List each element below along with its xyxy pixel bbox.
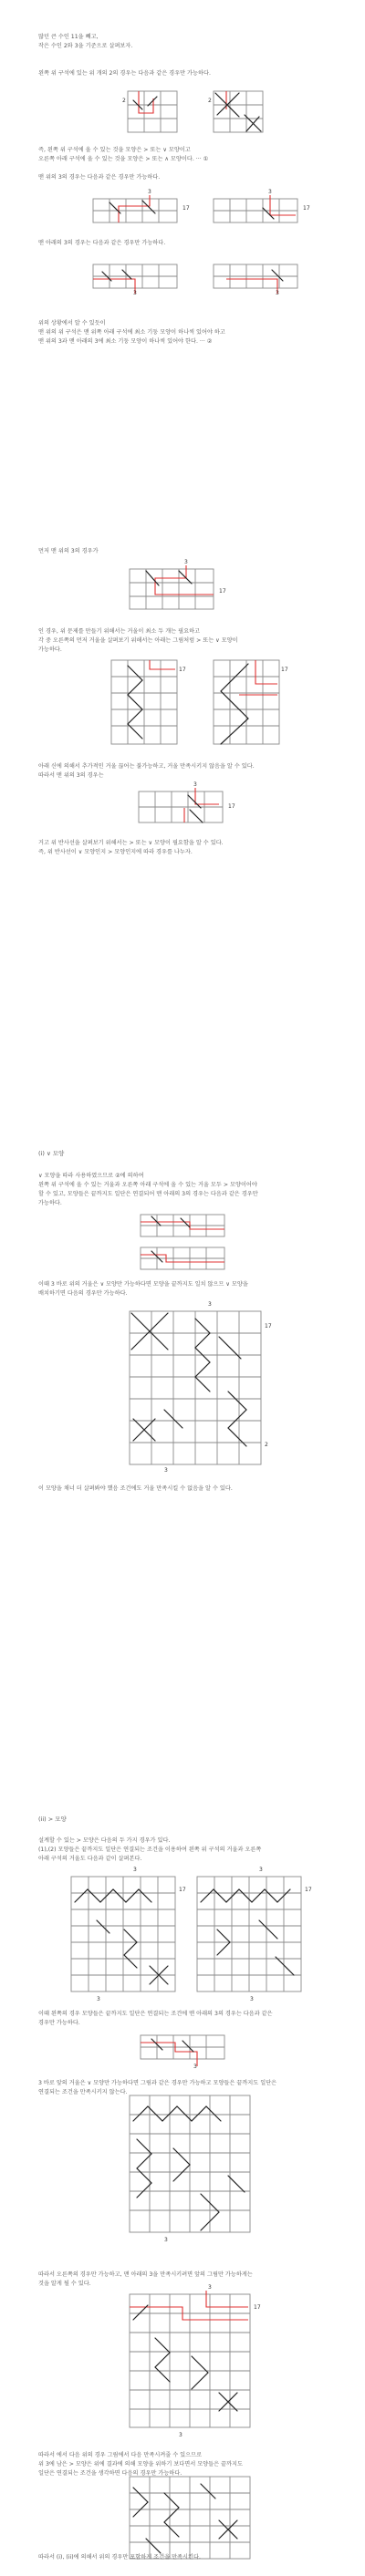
text-block-10: 거고 위 반사선을 살펴보기 위해서는 > 또는 ∨ 모양이 필요함을 알 수 있다. 즉, 위 반사선이 ∨ 모양인지 > 모양인지에 따라 경우를 나누자.	[38, 840, 224, 855]
svg-text:17: 17	[281, 667, 288, 673]
v-shape-figure-a	[139, 1213, 239, 1240]
v-shape-figure-b	[139, 1246, 239, 1273]
svg-text:3: 3	[208, 1301, 212, 1308]
svg-text:2: 2	[265, 1442, 268, 1448]
v-shape-large-grid	[128, 1300, 274, 1474]
top-three-case-figure	[128, 558, 228, 613]
text-block-2: 왼쪽 위 구석에 있는 위 개의 2의 경우는 다음과 같은 경우만 가능하다.	[38, 70, 211, 77]
gt-shape-grid-right	[195, 1866, 314, 2002]
text-block-6: 위의 상황에서 알 수 있듯이 맨 위의 위 구석은 맨 위쪽 아래 구석에 최소 기둥 모양이 하나씩 있어야 하고 맨 위의 3과 맨 아래의 3에 최소 기둥 모양이 하나씩 있어야 한다. ··· ②	[38, 320, 225, 345]
text-block-5: 맨 아래의 3의 경우는 다음과 같은 경우만 가능하다.	[38, 240, 166, 246]
text-block-15: 이때 왼쪽의 경우 모양들은 끝까지도 일단은 연결되는 조건에 맨 아래의 3의 경우는 다음과 같은 경우만 가능하다.	[38, 2011, 273, 2026]
mirror-case-figure-left	[110, 658, 186, 750]
svg-text:3: 3	[268, 189, 272, 195]
svg-text:17: 17	[179, 1887, 186, 1893]
text-block-9: 아래 신에 의해서 추가적인 거울 끊어는 불가능하고, 거울 만족시키지 않음을 알 수 있다. 따라서 맨 위의 3의 경우는	[38, 763, 255, 779]
text-block-3: 즉, 왼쪽 위 구석에 올 수 있는 것을 모양은 > 또는 ∨ 모양이고 오른쪽 아래 구석에 올 수 있는 것을 모양은 > 또는 ∧ 모양이다. ··· ①	[38, 147, 209, 162]
svg-text:3: 3	[184, 559, 188, 565]
text-block-16: 3 바로 앞의 거울은 ∨ 모양만 가능하다면 그림과 같은 경우만 가능하고 모양들은 끝까지도 일단은 연결되는 조건을 만족시키지 않는다.	[38, 2080, 277, 2095]
text-block-1: 많던 큰 수인 11을 빼고, 작은 수인 2와 3을 기준으로 살펴보자.	[38, 34, 133, 49]
top-three-figure-third	[137, 781, 237, 826]
svg-text:3: 3	[193, 2064, 197, 2070]
gt-shape-row-figure	[139, 2033, 239, 2070]
svg-text:17: 17	[228, 803, 235, 810]
svg-text:17: 17	[179, 667, 186, 673]
section-heading-v: (i) ∨ 모양	[38, 1150, 65, 1157]
text-block-12: 이때 3 바로 위의 거울은 ∨ 모양만 가능하다면 모양을 끝까지도 일치 않으므 ∨ 모양을 배치하기면 다음의 경우만 가능하다.	[38, 1281, 248, 1297]
top-three-figure-left	[91, 188, 192, 224]
svg-text:17: 17	[182, 205, 190, 212]
svg-text:3: 3	[164, 1467, 168, 1474]
svg-text:3: 3	[164, 2237, 168, 2243]
text-block-13: 이 모양을 채너 더 살펴봐야 했음 조건에도 거울 만족시킬 수 없음을 알 수 있다.	[38, 1485, 233, 1492]
gt-shape-large-grid-b	[128, 2283, 274, 2438]
svg-text:3: 3	[133, 1867, 137, 1873]
svg-text:3: 3	[97, 1996, 100, 2002]
text-block-14: 설계할 수 있는 > 모양은 다음의 두 가지 경우가 있다. (1),(2) 모양들은 끝까지도 일단은 연결되는 조건을 이용하여 왼쪽 위 구석의 거울과 오른쪽 아래 구석의 거울도 다음과 같이 살펴본다.	[38, 1837, 262, 1862]
svg-text:3: 3	[133, 290, 137, 296]
svg-text:3: 3	[259, 1867, 263, 1873]
gt-shape-grid-left	[69, 1866, 188, 2002]
mirror-case-figure-right	[212, 658, 288, 750]
bottom-three-figure-right	[212, 263, 312, 295]
bottom-three-figure-left	[91, 263, 192, 295]
svg-text:17: 17	[265, 1323, 272, 1329]
text-block-11: ∨ 모양을 따라 사용하였으므로 ②에 의하여 왼쪽 위 구석에 올 수 있는 거울과 오른쪽 아래 구석에 올 수 있는 거울 모두 > 모양이어야 할 수 있고, 모양들은 끝까지도 일단은 연결되어 맨 아래의 3의 경우는 다음과 같은 경우만 가능하다.	[38, 1173, 258, 1206]
svg-text:3: 3	[276, 290, 279, 296]
svg-text:3: 3	[250, 1996, 254, 2002]
svg-text:17: 17	[303, 205, 310, 212]
svg-text:17: 17	[254, 2304, 261, 2311]
svg-text:3: 3	[193, 781, 197, 788]
svg-text:2: 2	[208, 98, 212, 104]
svg-text:3: 3	[179, 2432, 182, 2438]
svg-text:3: 3	[148, 189, 151, 195]
text-block-4: 맨 위의 3의 경우는 다음과 같은 경우만 가능하다.	[38, 174, 161, 181]
svg-text:3: 3	[208, 2284, 212, 2291]
svg-text:17: 17	[219, 588, 226, 595]
text-block-19: 따라서 (i), (ii)에 의해서 위의 경우만 포함하게 조건을 만족시킨다.	[38, 2554, 201, 2560]
section-heading-gt: (ii) > 모양	[38, 1816, 67, 1823]
corner-figure-right	[208, 89, 266, 135]
text-block-7: 먼저 맨 위의 3의 경우가	[38, 548, 99, 554]
text-block-8: 인 경우, 위 문제를 만들기 위해서는 거울이 최소 두 개는 필요하고 각 중 오른쪽의 먼저 거울을 살펴보기 위해서는 아래는 그림처럼 > 또는 ∨ 모양이 가능하다.	[38, 628, 238, 653]
text-block-18: 따라서 에서 다음 위의 경우 그림에서 다음 만족시켜줄 수 있으므로 위 3에 남은 > 모양은 위에 결과에 의해 모양을 위하기 보다면서 모양들은 끝까지도 일단은 연결되는 조건을 생각하면 다음의 경우만 가능하다.	[38, 2452, 243, 2477]
text-block-17: 따라서 오른쪽의 경우만 가능하고, 맨 아래의 3을 만족시키려면 앞의 그림만 가능하게는 것을 알게 될 수 있다.	[38, 2271, 253, 2287]
svg-text:2: 2	[122, 98, 126, 104]
top-three-figure-right	[212, 188, 312, 224]
svg-text:17: 17	[305, 1887, 312, 1893]
gt-shape-large-grid-a	[128, 2094, 265, 2249]
corner-figure-left	[122, 89, 181, 135]
